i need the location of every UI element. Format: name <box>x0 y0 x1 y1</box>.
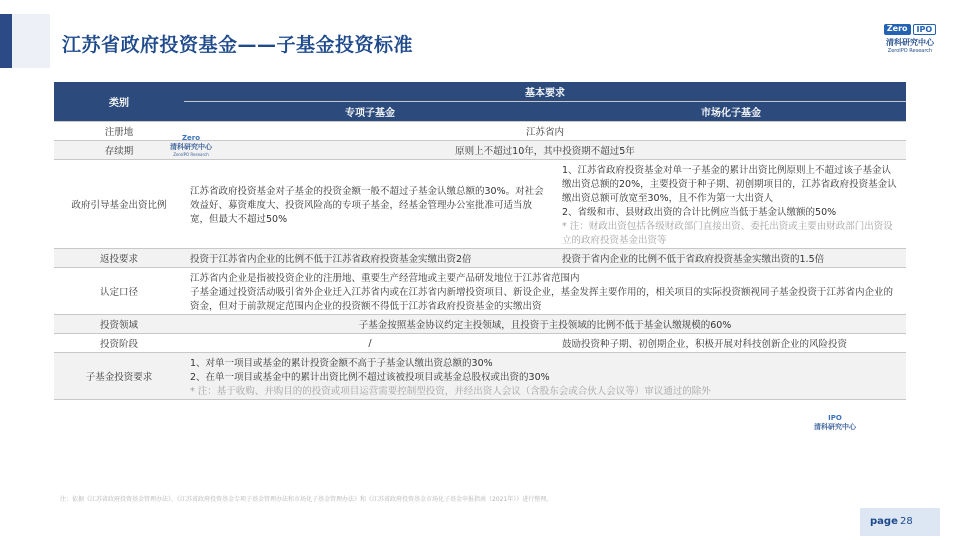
row-label: 存续期 <box>54 141 184 160</box>
row-col2: 投资于省内企业的比例不低于省政府投资基金实缴出资的1.5倍 <box>556 249 906 268</box>
row-label: 子基金投资要求 <box>54 353 184 400</box>
row-label: 认定口径 <box>54 268 184 315</box>
row-col1: 投资于江苏省内企业的比例不低于江苏省政府投资基金实缴出资2倍 <box>184 249 556 268</box>
logo-zero: Zero <box>884 24 911 35</box>
header-category: 类别 <box>54 82 184 122</box>
page-label: page <box>870 516 898 527</box>
row-value: 子基金按照基金协议约定主投领域，且投资于主投领域的比例不低于基金认缴规模的60% <box>184 315 906 334</box>
requirement-1: 1、对单一项目或基金的累计投资金额不高于子基金认缴出资总额的30% <box>190 358 493 369</box>
header-accent-bar <box>0 14 12 68</box>
row-label: 投资领域 <box>54 315 184 334</box>
watermark-brand: Zero <box>181 134 201 142</box>
row-label: 返投要求 <box>54 249 184 268</box>
row-caliber <box>54 268 906 315</box>
logo-cn: 清科研究中心 <box>886 38 934 47</box>
requirement-2: 2、在单一项目或基金中的累计出资比例不超过该被投项目或基金总股权或出资的30% <box>190 372 550 383</box>
row-label: 投资阶段 <box>54 334 184 353</box>
watermark-brand: IPO <box>828 414 842 422</box>
header-market-subfund: 市场化子基金 <box>556 102 906 122</box>
page-title: 江苏省政府投资基金——子基金投资标准 <box>62 34 414 56</box>
zeroipo-logo <box>880 24 940 54</box>
row-requirements <box>54 353 906 400</box>
page-indicator <box>860 508 940 536</box>
caliber-line-1: 江苏省内企业是指被投资企业的注册地、重要生产经营地或主要产品研发地位于江苏省范围内 <box>190 273 580 284</box>
guidance-point-1: 1、江苏省政府投资基金对单一子基金的累计出资比例原则上不超过该子基金认缴出资总额的20%，主要投资于种子期、初创期项目的，江苏省政府投资基金认缴出资总额可放宽至30%，且不作为第一大出资人 <box>562 165 897 204</box>
page-number: 28 <box>900 516 913 527</box>
watermark-logo <box>166 134 216 157</box>
header-basic-requirements: 基本要求 <box>184 82 906 102</box>
source-footnote: 注：依据《江苏省政府投资基金管理办法》、《江苏省政府投资基金专项子基金管理办法和市场化子基金管理办法》和《江苏省政府投资基金市场化子基金申报指南（2021年）》进行整理。 <box>60 496 553 503</box>
watermark-cn: 清科研究中心 <box>170 143 212 151</box>
guidance-point-2: 2、省级和市、县财政出资的合计比例应当低于基金认缴额的50% <box>562 207 837 218</box>
row-col1: / <box>184 334 556 353</box>
watermark-cn: 清科研究中心 <box>814 423 856 431</box>
row-guidance-ratio <box>54 160 906 249</box>
guidance-note: * 注：财政出资包括各级财政部门直接出资、委托出资或主要由财政部门出资设立的政府投资基金出资等 <box>562 221 893 246</box>
fund-standard-table <box>54 82 906 400</box>
watermark-logo <box>810 414 860 432</box>
watermark-en: ZeroIPO Research <box>173 152 209 157</box>
row-value: 原则上不超过10年，其中投资期不超过5年 <box>184 141 906 160</box>
logo-en: ZeroIPO Research <box>887 48 933 54</box>
row-stage <box>54 334 906 353</box>
row-col1: 江苏省政府投资基金对子基金的投资金额一般不超过子基金认缴总额的30%。对社会效益好、募资难度大、投资风险高的专项子基金，经基金管理办公室批准可适当放宽，但最大不超过50% <box>184 160 556 249</box>
row-reinvest <box>54 249 906 268</box>
row-label: 注册地 <box>54 122 184 141</box>
row-col2 <box>556 160 906 249</box>
header-accent-panel <box>12 14 50 68</box>
row-field <box>54 315 906 334</box>
row-col2: 鼓励投资种子期、初创期企业，积极开展对科技创新企业的风险投资 <box>556 334 906 353</box>
header-special-subfund: 专项子基金 <box>184 102 556 122</box>
row-value <box>184 353 906 400</box>
requirement-note: * 注：基于收购、并购目的的投资或项目运营需要控制型投资，并经出资人会议（含股东会或合伙人会议等）审议通过的除外 <box>190 386 711 397</box>
row-value: 江苏省内 <box>184 122 906 141</box>
logo-ipo: IPO <box>913 24 937 35</box>
row-value <box>184 268 906 315</box>
caliber-line-2: 子基金通过投资活动吸引省外企业迁入江苏省内或在江苏省内新增投资项目、新设企业，基金发挥主要作用的，相关项目的实际投资额视同子基金投资于江苏省内企业的资金，但对于前款规定范围内企业的投资额不得低于江苏省政府投资基金的实缴出资 <box>190 287 894 312</box>
row-label: 政府引导基金出资比例 <box>54 160 184 249</box>
